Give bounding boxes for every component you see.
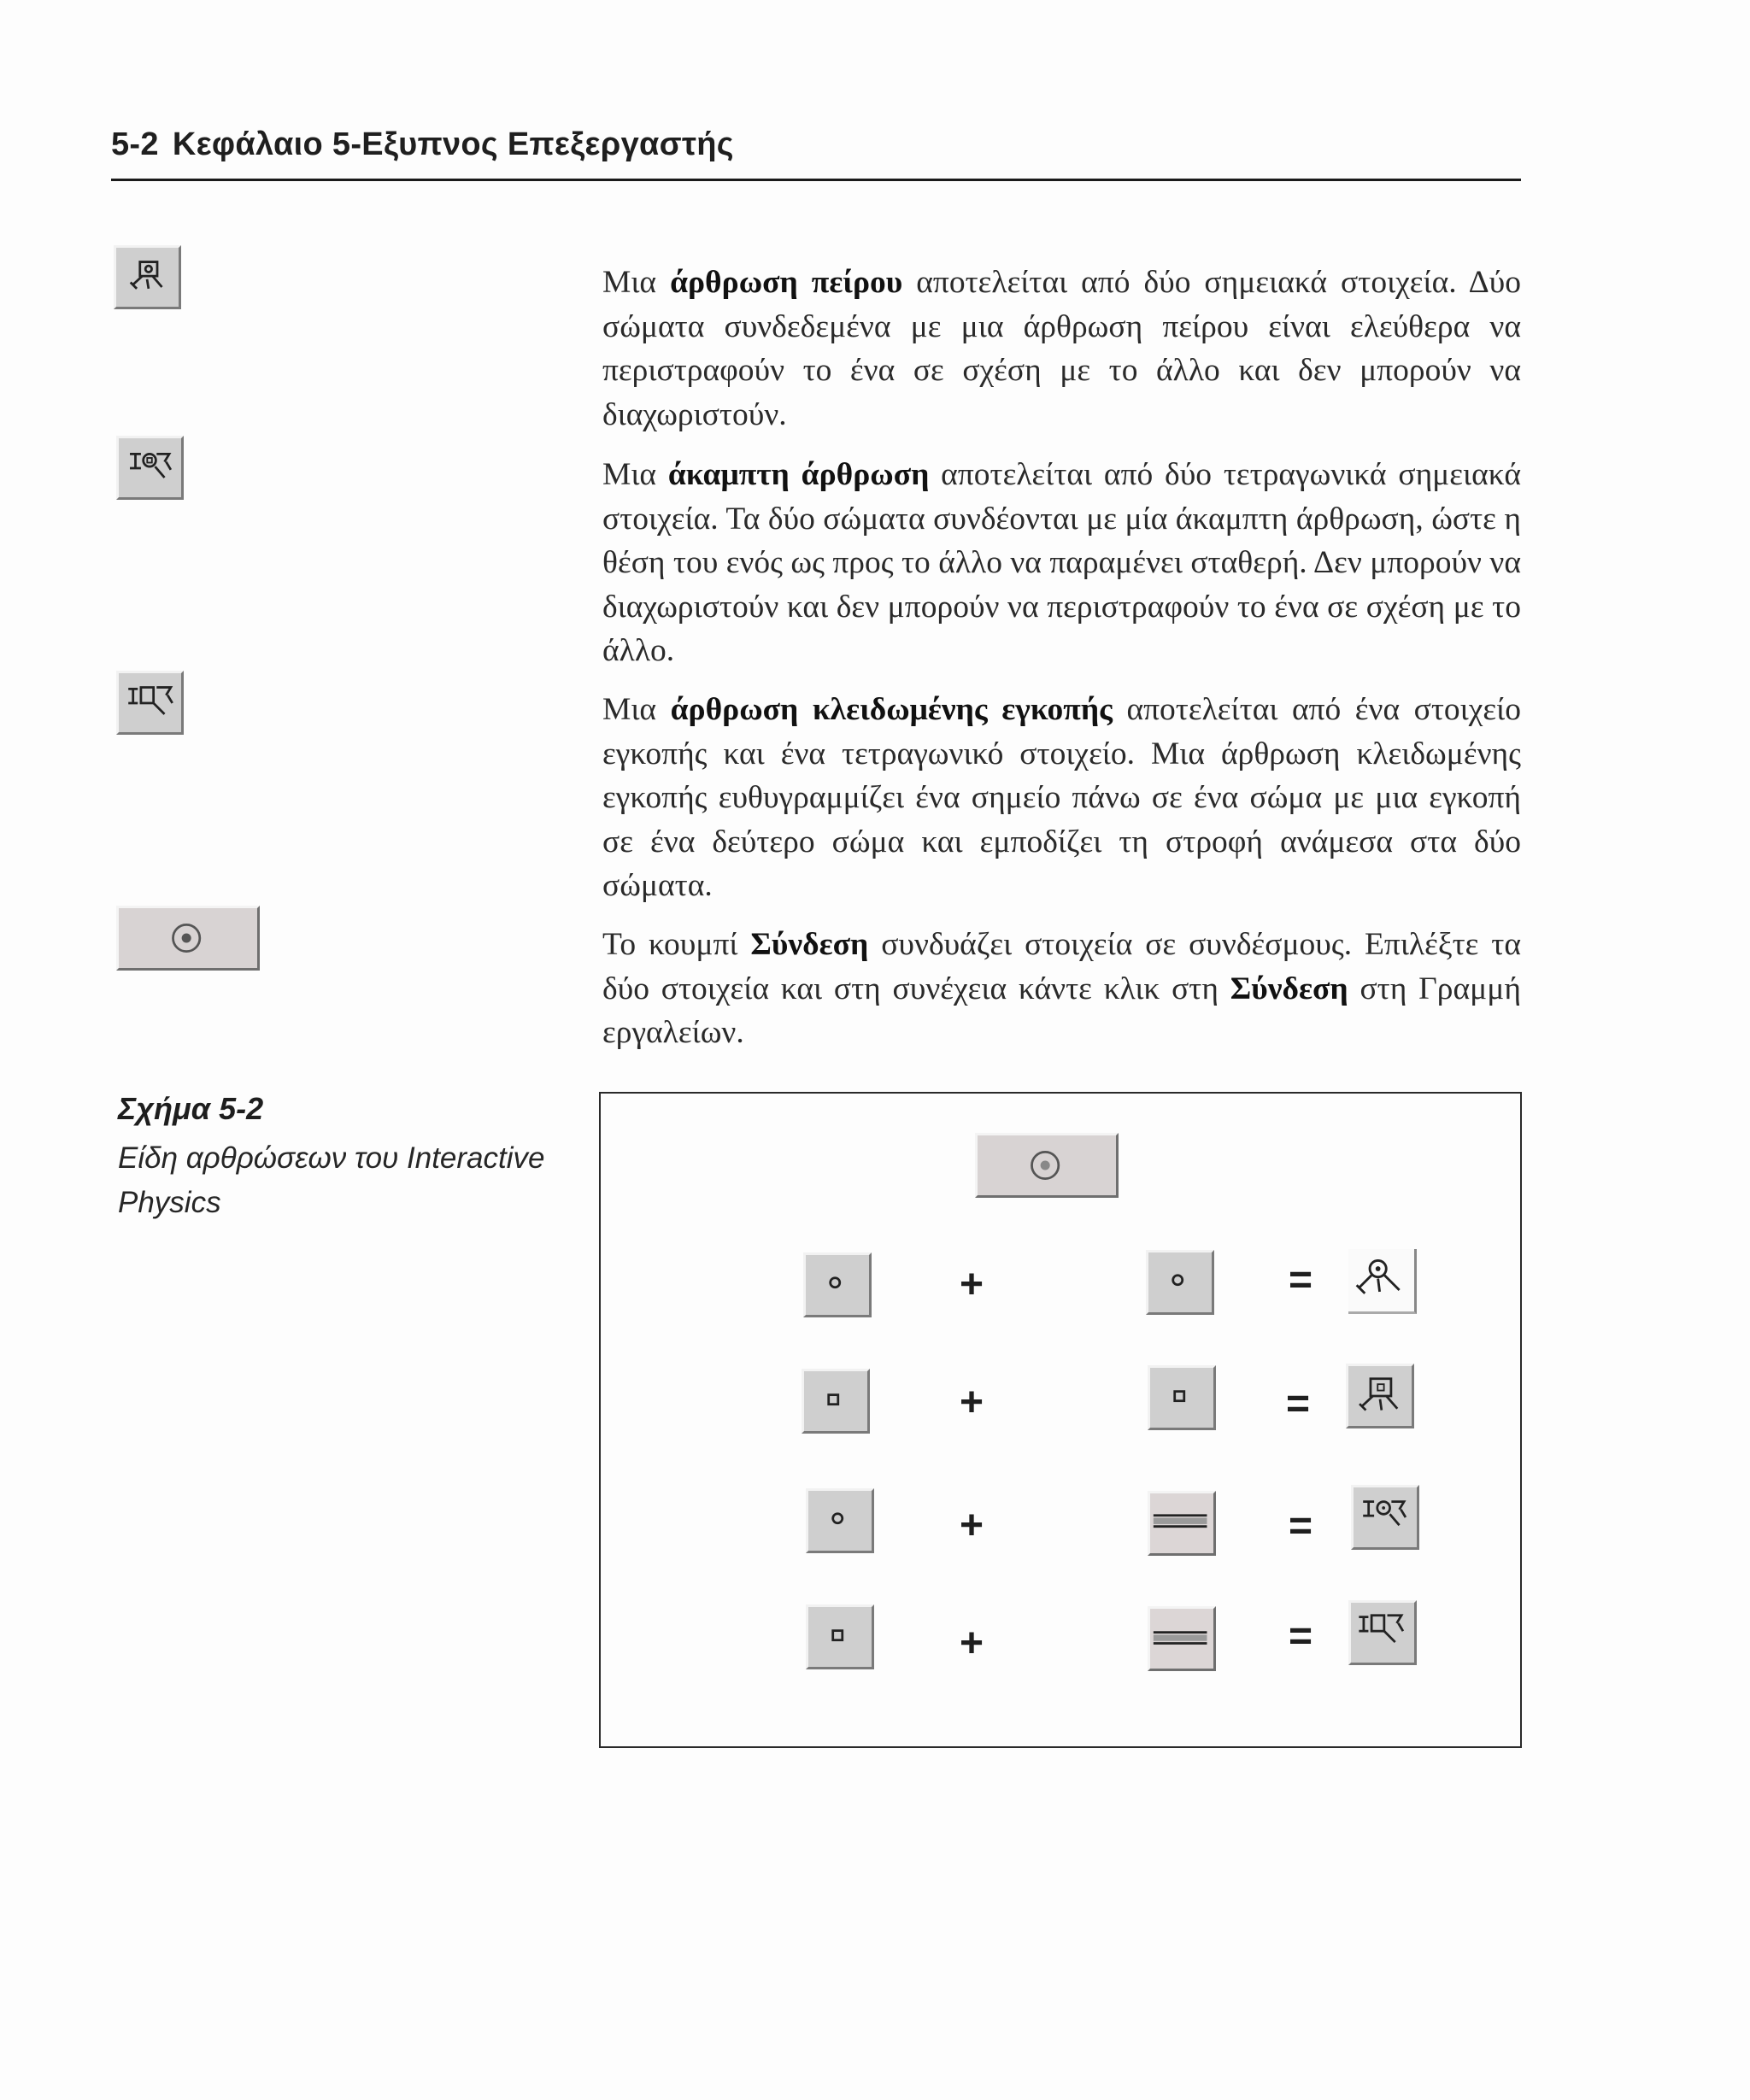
pin-joint-icon[interactable] [1348, 1249, 1417, 1314]
slot-bold-term: άρθρωση κλειδωμένης εγκοπής [670, 692, 1113, 727]
plus-sign: + [960, 1621, 984, 1666]
locked-slot-joint-icon[interactable] [1348, 1600, 1417, 1665]
equals-sign: = [1286, 1381, 1311, 1427]
page-header [111, 126, 734, 163]
point-element-icon[interactable] [806, 1488, 874, 1553]
curved-slot-joint-icon[interactable] [1351, 1485, 1419, 1550]
slot-suffix: αποτελείται από ένα στοιχείο εγκοπής και ένα τετραγωνικό στοιχείο. Μια άρθρωση κλειδωμένης εγκοπής ευθυγραμμίζει ένα σημείο πάνω σε ένα σώμα με μια εγκοπή σε ένα δεύτερο σώμα και εμποδίζει τη στροφή ανάμεσα στα δύο σώματα. [602, 692, 1521, 903]
rigid-joint-result-icon[interactable] [1346, 1364, 1414, 1428]
join-button-icon[interactable] [116, 906, 260, 971]
rigid-prefix: Μια [602, 457, 668, 492]
page-number: 5-2 [111, 126, 159, 162]
pin-bold-term: άρθρωση πείρου [670, 265, 903, 300]
point-element-icon[interactable] [1146, 1250, 1214, 1315]
join-middle: συνδυάζει στοιχεία σε συνδέσμους. Επιλέξτε τα δύο στοιχεία και στη συνέχεια κάντε κλικ στη [602, 927, 1522, 1006]
rigid-bold-term: άκαμπτη άρθρωση [667, 457, 930, 492]
pin-joint-icon[interactable] [114, 245, 181, 309]
figure-caption-text: Είδη αρθρώσεων του Interactive Physics [118, 1141, 545, 1219]
rigid-joint-icon[interactable] [116, 436, 184, 500]
slot-element-icon[interactable] [1148, 1491, 1216, 1556]
equals-sign: = [1289, 1504, 1313, 1549]
slot-element-icon[interactable] [1148, 1606, 1216, 1671]
equals-sign: = [1289, 1258, 1313, 1303]
square-point-element-icon[interactable] [1148, 1365, 1216, 1430]
join-bold-term-2: Σύνδεση [1230, 971, 1348, 1006]
plus-sign: + [960, 1503, 984, 1548]
rigid-suffix: αποτελείται από δύο τετραγωνικά σημειακά στοιχεία. Τα δύο σώματα συνδέονται με μία άκαμπτη άρθρωση, ώστε η θέση του ενός ως προς το άλλο να παραμένει σταθερή. Δεν μπορούν να διαχωριστούν και δεν μπορούν να περιστραφούν το ένα σε σχέση με το άλλο. [602, 457, 1521, 668]
point-element-icon[interactable] [803, 1252, 872, 1317]
pin-suffix: αποτελείται από δύο σημειακά στοιχεία. Δύο σώματα συνδεδεμένα με μια άρθρωση πείρου είναι ελεύθερα να περιστραφούν το ένα σε σχέση με το άλλο και δεν μπορούν να διαχωριστούν. [602, 265, 1521, 432]
pin-prefix: Μια [602, 265, 671, 300]
square-point-element-icon[interactable] [806, 1604, 874, 1669]
locked-slot-paragraph [602, 688, 1521, 908]
rigid-joint-paragraph [602, 453, 1521, 673]
join-button-icon[interactable] [975, 1133, 1119, 1198]
locked-slot-joint-icon[interactable] [116, 671, 184, 735]
equals-sign: = [1289, 1614, 1313, 1659]
join-paragraph [602, 923, 1521, 1055]
pin-joint-paragraph [602, 261, 1521, 437]
figure-caption-title: Σχήμα 5-2 [118, 1091, 264, 1126]
join-suffix: στη Γραμμή εργαλείων. [602, 971, 1521, 1050]
slot-prefix: Μια [602, 692, 671, 727]
chapter-title: Κεφάλαιο 5-Εξυπνος Επεξεργαστής [172, 126, 734, 162]
plus-sign: + [960, 1262, 984, 1307]
square-point-element-icon[interactable] [802, 1369, 870, 1434]
join-prefix: Το κουμπί [602, 927, 751, 962]
figure-box [599, 1092, 1522, 1748]
plus-sign: + [960, 1380, 984, 1425]
header-rule [111, 179, 1521, 181]
join-bold-term: Σύνδεση [750, 927, 869, 962]
